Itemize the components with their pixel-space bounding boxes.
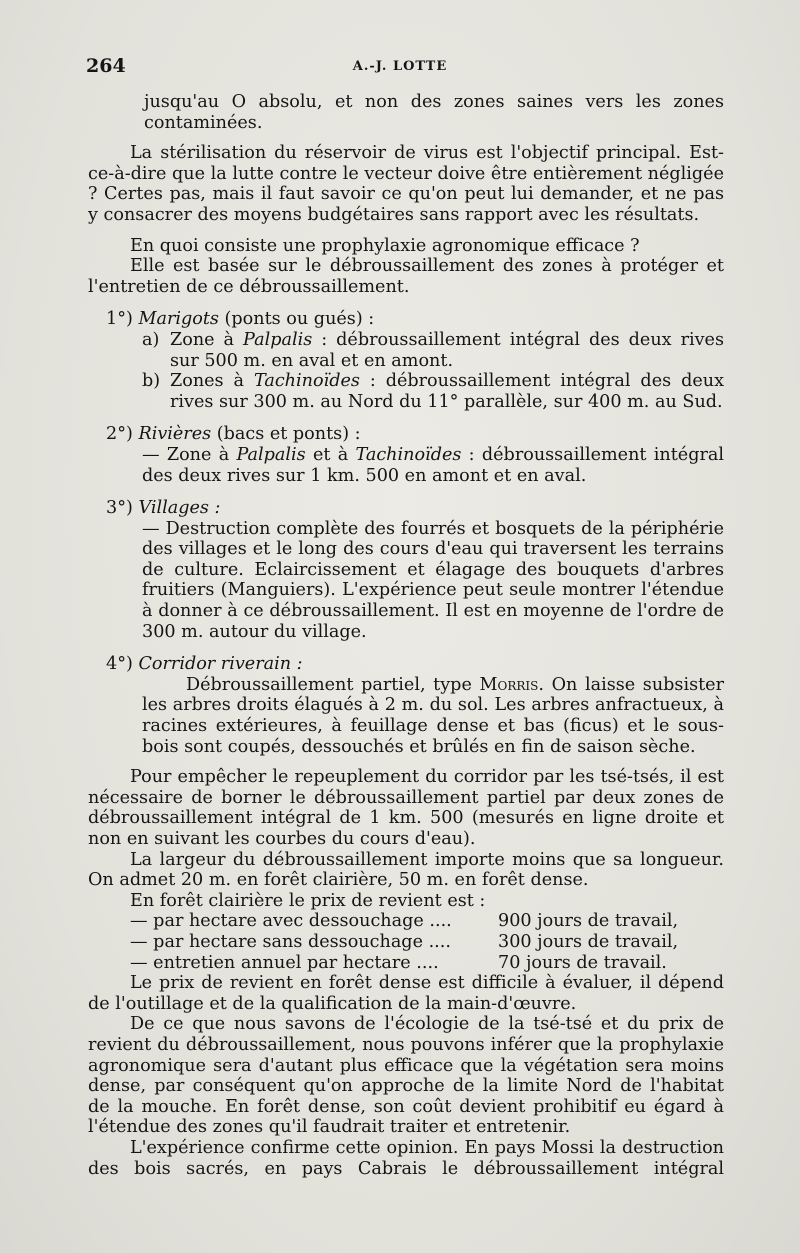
page-header (80, 55, 720, 85)
item-2-t3: : débroussaillement intégral des deux rives sur 1 km. 500 en amont et en aval. (142, 444, 724, 486)
item-4-author: Morris (479, 674, 539, 695)
item-1-a-post: : débroussaillement intégral des deux rives sur 500 m. en aval et en amont. (170, 329, 724, 371)
item-2-text (88, 445, 724, 486)
item-2-title: Rivières (138, 424, 212, 445)
paragraph-6: La largeur du débroussaillement importe moins que sa longueur. On admet 20 m. en forêt clairière, 50 m. en forêt dense. (88, 849, 724, 891)
item-4-number: 4°) (106, 654, 133, 675)
item-2-species-2: Tachinoïdes (355, 444, 462, 465)
cost-label: — entretien annuel par hectare .... (130, 952, 439, 973)
paragraph-5: Pour empêcher le repeuplement du corridor par les tsé-tsés, il est nécessaire de borner le débroussaillement partiel par deux zones de débroussaillement intégral de 1 km. 500 (mesurés en ligne droite et non en suivant les courbes du cours d'eau). (88, 767, 724, 849)
item-2-number: 2°) (106, 424, 133, 445)
paragraph-9: De ce que nous savons de l'écologie de la tsé-tsé et du prix de revient du débroussaillement, nous pouvons inférer que la prophylaxie agronomique sera d'autant plus efficace que la végétation sera moins dense, par conséquent qu'on approche de la limite Nord de l'habitat de la mouche. En forêt dense, son coût devient prohibitif eu égard à l'étendue des zones qu'il faudrait traiter et entretenir. (88, 1014, 724, 1138)
cost-row (88, 911, 682, 932)
item-3-number: 3°) (106, 498, 133, 519)
cost-value: 900 jours de travail, (498, 911, 679, 932)
item-1-b-species: Tachinoïdes (253, 371, 360, 392)
item-2-rest: (bacs et ponts) : (211, 424, 361, 445)
paragraph-7: En forêt clairière le prix de revient est : (130, 890, 486, 911)
item-3-heading (88, 498, 724, 519)
item-2-species-1: Palpalis (236, 444, 306, 465)
item-1-a-pre: Zone à (170, 329, 244, 350)
item-1-rest: (ponts ou gués) : (218, 309, 375, 330)
item-2-t2: et à (305, 444, 356, 465)
item-3-title: Villages : (138, 498, 221, 519)
item-1-a (88, 330, 724, 371)
item-1-heading (88, 309, 724, 330)
item-1-b (88, 371, 724, 412)
item-1-a-label: a) (142, 329, 160, 350)
item-4-heading (88, 654, 724, 675)
item-1-b-label: b) (142, 371, 161, 392)
cost-list (88, 911, 724, 973)
item-1-a-species: Palpalis (243, 329, 313, 350)
item-3-text: — Destruction complète des fourrés et bosquets de la périphérie des villages et le long des cours d'eau qui traversent les terrains de culture. Eclaircissement et élagage des bouquets d'arbres fruitiers (Manguiers). L'expérience peut seule montrer l'étendue à donner à ce débroussaillement. Il est en moyenne de l'ordre de 300 m. autour du village. (142, 518, 724, 642)
paragraph-8: Le prix de revient en forêt dense est difficile à évaluer, il dépend de l'outillage et de la qualification de la main-d'œuvre. (88, 973, 724, 1014)
paragraph-1: jusqu'au O absolu, et non des zones saines vers les zones contaminées. (144, 92, 724, 133)
item-1-number: 1°) (106, 309, 133, 330)
cost-value: 300 jours de travail, (498, 931, 679, 952)
cost-label: — par hectare avec dessouchage .... (130, 911, 452, 932)
item-2-heading (88, 424, 724, 445)
page-body (88, 92, 724, 1179)
cost-row (88, 932, 682, 953)
item-4-t2: . On laisse subsister les arbres droits élagués à 2 m. du sol. Les arbres anfractueux, à racines extérieures, à feuillage dense et bas (ficus) et le sous-bois sont coupés, dessouchés et brûlés en fin de saison sèche. (142, 674, 724, 757)
item-1-b-pre: Zones à (170, 371, 254, 392)
paragraph-3: En quoi consiste une prophylaxie agronomique efficace ? (130, 235, 640, 256)
item-1-title: Marigots (138, 309, 219, 330)
item-4-t1: Débroussaillement partiel, type (186, 674, 480, 695)
cost-label: — par hectare sans dessouchage .... (130, 931, 451, 952)
running-head: A.-J. LOTTE (352, 59, 448, 74)
paragraph-2: La stérilisation du réservoir de virus est l'objectif principal. Est-ce-à-dire que la lutte contre le vecteur doive être entièrement négligée ? Certes pas, mais il faut savoir ce qu'on peut lui demander, et ne pas y consacrer des moyens budgétaires sans rapport avec les résultats. (88, 143, 724, 225)
item-2-t1: — Zone à (142, 444, 237, 465)
cost-value: 70 jours de travail. (498, 952, 667, 973)
paragraph-10: L'expérience confirme cette opinion. En pays Mossi la destruction des bois sacrés, en pays Cabrais le débroussaillement intégral (88, 1137, 724, 1179)
item-1-b-post: : débroussaillement intégral des deux rives sur 300 m. au Nord du 11° parallèle, sur 400 m. au Sud. (170, 371, 725, 412)
paragraph-4: Elle est basée sur le débroussaillement des zones à protéger et l'entretien de ce débroussaillement. (88, 256, 724, 297)
item-4-title: Corridor riverain : (138, 654, 303, 675)
cost-row (88, 953, 682, 974)
page-number: 264 (86, 55, 126, 77)
item-4-text (88, 675, 724, 757)
